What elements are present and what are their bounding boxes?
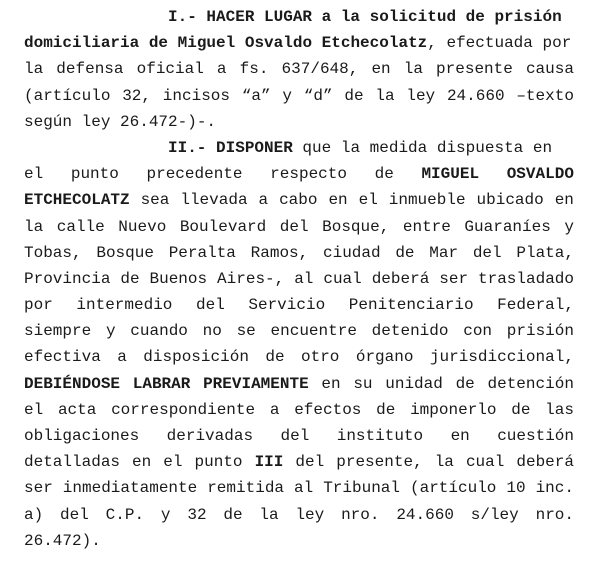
word: deberá [516, 453, 574, 472]
word: respecto [270, 165, 347, 184]
word: ETCHECOLATZ [24, 191, 130, 210]
paragraph-2-line-5 [24, 240, 574, 266]
word: de [265, 348, 285, 367]
word: ser [24, 479, 53, 498]
word: cual [465, 453, 505, 472]
word: en [328, 191, 348, 210]
word: efectiva [24, 348, 101, 367]
word: al [294, 269, 314, 288]
word: Provincia [24, 269, 111, 288]
word: la [24, 217, 44, 236]
word: 24.660 [446, 86, 505, 105]
word: la [259, 505, 279, 524]
word: trasladado [477, 269, 574, 288]
word: del [279, 217, 309, 236]
word: por [24, 296, 53, 315]
word: en [321, 374, 341, 393]
paragraph-1-line-5: según ley 26.472-)-. [24, 112, 217, 131]
word: de [511, 400, 531, 419]
word: la [24, 60, 44, 79]
word: Federal, [497, 296, 574, 315]
word: DEBIÉNDOSE [24, 374, 121, 393]
word: 10 [506, 479, 526, 498]
word: causa [525, 60, 574, 79]
word: cabo [279, 191, 318, 210]
word: Plata, [516, 243, 574, 262]
word: órgano [355, 348, 414, 367]
word: 32, [122, 86, 152, 105]
word: imponerlo [410, 400, 497, 419]
word: Bosque [96, 243, 154, 262]
word: en [371, 60, 391, 79]
word: se [236, 322, 256, 341]
paragraph-2-line-4 [24, 214, 574, 240]
word: –texto [516, 86, 574, 105]
paragraph-2-line-14 [24, 475, 574, 501]
word: sea [140, 191, 170, 210]
word: al [294, 479, 314, 498]
word: cuando [130, 322, 188, 341]
word: Guaraníes [464, 217, 551, 236]
word: (artículo [409, 479, 497, 498]
paragraph-2-line-12 [24, 423, 574, 449]
word: PREVIAMENTE [203, 374, 309, 393]
word: y [564, 217, 574, 236]
paragraph-2-line-11 [24, 397, 574, 423]
word: en [450, 427, 470, 445]
paragraph-2-line-2 [24, 161, 574, 187]
word: con [463, 322, 493, 341]
word: a [258, 191, 269, 210]
paragraph-1-line-1 [24, 4, 574, 30]
word: LABRAR [132, 374, 191, 393]
word: de [376, 400, 396, 419]
word: del [472, 243, 502, 262]
paragraph-2-line-13 [24, 449, 574, 475]
word: intermedio [76, 296, 173, 315]
word: Aires-, [217, 269, 285, 288]
word: OSVALDO [506, 165, 574, 184]
word: ley [406, 86, 436, 105]
word: el [163, 453, 183, 472]
paragraph-1-line-2: domiciliaria de Miguel Osvaldo Etchecolatz, efectuada por [24, 34, 572, 53]
word: la [403, 60, 423, 79]
word: en [554, 191, 574, 210]
word: Tribunal [323, 479, 400, 498]
word: detención [487, 374, 574, 393]
word: nro. [535, 505, 574, 524]
word: Mar [429, 243, 459, 262]
document-body [24, 4, 574, 554]
word: inmueble [388, 191, 466, 210]
word: correspondiente [111, 400, 256, 419]
word: instituto [336, 427, 424, 445]
word: de [344, 86, 364, 105]
word: disposición [143, 348, 249, 367]
word: punto [70, 165, 119, 184]
word: las [545, 400, 574, 419]
word: III [254, 453, 284, 472]
word: la [434, 453, 454, 472]
word: del [195, 296, 225, 315]
word: punto [194, 453, 243, 472]
word: y [282, 86, 292, 105]
word: el [358, 191, 378, 210]
word: del [60, 505, 89, 524]
word: inc. [535, 479, 574, 498]
word: de [395, 243, 415, 262]
word: presente, [336, 453, 423, 472]
word: siempre [24, 322, 92, 341]
word: efectos [294, 400, 362, 419]
word: el [24, 400, 44, 419]
word: Servicio [248, 296, 326, 315]
word: encuentre [270, 322, 357, 341]
word: del [280, 427, 310, 445]
word: Tobas, [24, 243, 82, 262]
word: cual [323, 269, 362, 288]
word: y [160, 505, 171, 524]
word: 32 [187, 505, 207, 524]
paragraph-2-line-8 [24, 318, 574, 344]
heading-1: I.- HACER LUGAR a la solicitud de prisión [168, 8, 562, 26]
word: inmediatamente [62, 479, 198, 498]
paragraph-2-line-9 [24, 344, 574, 370]
word: Penitenciario [348, 296, 474, 315]
word: de [120, 269, 140, 288]
word: de [455, 374, 475, 393]
word: acta [57, 400, 97, 419]
paragraph-1-line-4 [24, 83, 574, 109]
word: deberá [371, 269, 430, 288]
paragraph-2-line-1: II.- DISPONER que la medida dispuesta en [168, 138, 553, 157]
word: calle [56, 217, 105, 236]
word: presente [436, 60, 513, 79]
word: Buenos [149, 269, 208, 288]
word: defensa [56, 60, 124, 79]
paragraph-2-line-3 [24, 187, 574, 213]
word: Peralta [168, 243, 236, 262]
word: obligaciones [24, 427, 140, 445]
word: el [24, 165, 44, 184]
word: derivadas [166, 427, 254, 445]
word: a [269, 400, 280, 419]
paragraph-2-line-16: 26.472). [24, 531, 101, 550]
word: a) [24, 505, 44, 524]
word: ley [295, 505, 325, 524]
paragraph-2-line-7 [24, 292, 574, 318]
word: prisión [506, 322, 574, 341]
word: fs. [239, 60, 269, 79]
word: de [223, 505, 243, 524]
word: de [374, 165, 394, 184]
word: otro [301, 348, 340, 367]
word: jurisdiccional, [429, 348, 574, 367]
word: oficial [136, 60, 204, 79]
word: Ramos, [250, 243, 309, 262]
paragraph-2-line-6 [24, 266, 574, 292]
paragraph-2-line-10 [24, 371, 574, 397]
word: precedente [146, 165, 243, 184]
word: ser [439, 269, 469, 288]
word: MIGUEL [421, 165, 480, 184]
heading-2: II.- DISPONER [168, 138, 293, 157]
word: (artículo [24, 86, 111, 105]
word: detenido [371, 322, 449, 341]
word: no [202, 322, 222, 341]
word: ciudad [322, 243, 381, 262]
word: Nuevo [118, 217, 167, 236]
word: C.P. [105, 505, 145, 524]
word: incisos [162, 86, 231, 105]
word: “d” [303, 86, 333, 105]
word: Boulevard [179, 217, 267, 236]
word: detalladas [24, 453, 121, 472]
word: del [295, 453, 325, 472]
word: a [117, 348, 127, 367]
word: s/ley [470, 505, 519, 524]
word: y [105, 322, 116, 341]
word: cuestión [497, 427, 574, 445]
word: la [375, 86, 395, 105]
word: 24.660 [396, 505, 454, 524]
word: nro. [341, 505, 380, 524]
word: entre [402, 217, 451, 236]
word: en [132, 453, 152, 472]
word: a [216, 60, 227, 79]
paragraph-2-line-15 [24, 502, 574, 528]
word: llevada [180, 191, 248, 210]
word: 637/648, [281, 60, 359, 79]
word: Bosque, [322, 217, 390, 236]
word: ubicado [476, 191, 544, 210]
word: “a” [241, 86, 271, 105]
word: su [353, 374, 373, 393]
word: remitida [207, 479, 285, 498]
word: unidad [385, 374, 443, 393]
paragraph-1-line-3 [24, 56, 574, 82]
